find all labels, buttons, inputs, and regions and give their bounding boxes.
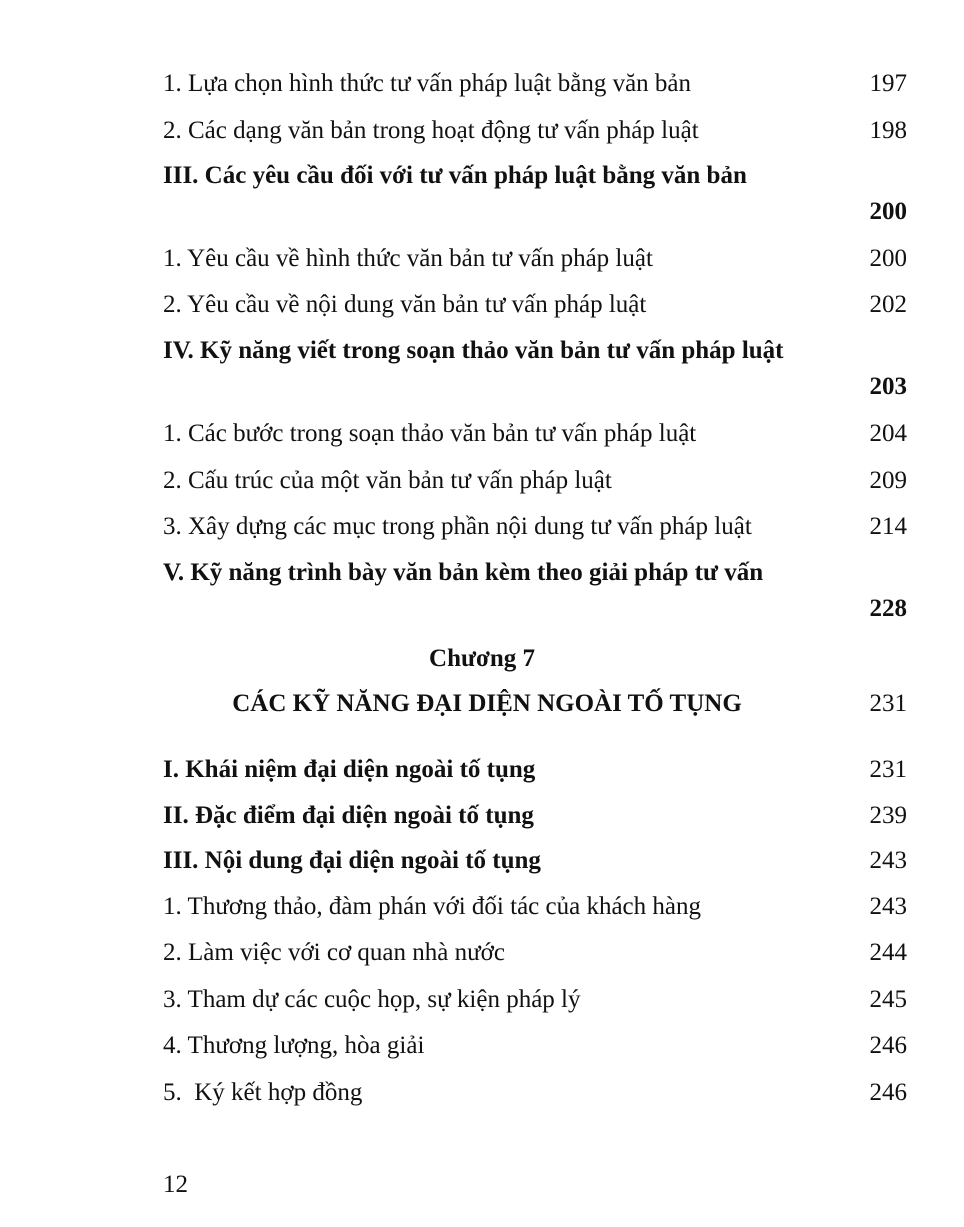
toc-entry-page: 203	[869, 373, 907, 400]
chapter-heading	[163, 686, 907, 722]
toc-entry-page: 228	[869, 595, 907, 622]
toc-entry-title: 3. Xây dựng các mục trong phần nội dung tư vấn pháp luật	[163, 513, 752, 540]
toc-entry-title: 3. Tham dự các cuộc họp, sự kiện pháp lý	[163, 986, 581, 1013]
toc-entry-page: 202	[869, 291, 907, 318]
toc-entry-page: 200	[869, 245, 907, 272]
toc-entry-title: 2. Các dạng văn bản trong hoạt động tư vấn pháp luật	[163, 117, 699, 144]
toc-entry-title: 1. Yêu cầu về hình thức văn bản tư vấn pháp luật	[163, 245, 653, 272]
toc-entry-page: 198	[869, 117, 907, 144]
toc-entry	[163, 287, 907, 323]
toc-entry-title: 2. Cấu trúc của một văn bản tư vấn pháp luật	[163, 467, 612, 494]
toc-section-heading	[163, 158, 907, 225]
toc-entry-page: 243	[869, 893, 907, 920]
toc-entry-page: 246	[869, 1079, 907, 1106]
toc-entry-page: 204	[869, 420, 907, 447]
toc-section-heading	[163, 798, 907, 834]
toc-section-heading	[163, 555, 907, 622]
toc-entry-page: 246	[869, 1032, 907, 1059]
chapter-label: Chương 7	[429, 645, 535, 672]
toc-entry-page: 239	[869, 802, 907, 829]
toc-entry-title: I. Khái niệm đại diện ngoài tố tụng	[163, 756, 536, 783]
toc-entry	[163, 1028, 907, 1064]
toc-entry-title: IV. Kỹ năng viết trong soạn thảo văn bản tư vấn pháp luật	[163, 337, 784, 364]
toc-entry	[163, 1075, 907, 1111]
toc-entry-title: 2. Làm việc với cơ quan nhà nước	[163, 939, 505, 966]
toc-entry	[163, 509, 907, 545]
toc-entry-title: 1. Thương thảo, đàm phán với đối tác của khách hàng	[163, 893, 702, 920]
toc-entry-page: 231	[869, 756, 907, 783]
toc-entry-page: 245	[869, 986, 907, 1013]
toc-section-heading	[163, 752, 907, 788]
toc-entry-page: 197	[869, 70, 907, 97]
toc-entry-title: 4. Thương lượng, hòa giải	[163, 1032, 425, 1059]
toc-entry-title: III. Các yêu cầu đối với tư vấn pháp luật bằng văn bản	[163, 162, 747, 189]
toc-section-heading	[163, 333, 907, 400]
page-number: 12	[163, 1171, 188, 1198]
toc-entry-title: 5. Ký kết hợp đồng	[163, 1079, 363, 1106]
chapter-page: 231	[869, 690, 907, 717]
toc-entry-page: 209	[869, 467, 907, 494]
toc-entry	[163, 66, 907, 102]
toc-entry-page: 243	[869, 847, 907, 874]
toc-entry	[163, 416, 907, 452]
toc-entry-title: 2. Yêu cầu về nội dung văn bản tư vấn pháp luật	[163, 291, 647, 318]
toc-section-heading	[163, 843, 907, 879]
toc-entry	[163, 889, 907, 925]
toc-entry	[163, 935, 907, 971]
toc-entry-page: 200	[869, 198, 907, 225]
toc-entry	[163, 241, 907, 277]
toc-entry	[163, 982, 907, 1018]
toc-entry-title: V. Kỹ năng trình bày văn bản kèm theo giải pháp tư vấn	[163, 559, 764, 586]
toc-entry	[163, 113, 907, 149]
toc-entry-title: 1. Lựa chọn hình thức tư vấn pháp luật bằng văn bản	[163, 70, 692, 97]
chapter-title: CÁC KỸ NĂNG ĐẠI DIỆN NGOÀI TỐ TỤNG	[232, 690, 742, 717]
toc-entry	[163, 463, 907, 499]
toc-entry-title: II. Đặc điểm đại diện ngoài tố tụng	[163, 802, 534, 829]
toc-entry-title: 1. Các bước trong soạn thảo văn bản tư vấn pháp luật	[163, 420, 697, 447]
toc-entry-title: III. Nội dung đại diện ngoài tố tụng	[163, 847, 541, 874]
toc-entry-page: 214	[869, 513, 907, 540]
toc-entry-page: 244	[869, 939, 907, 966]
